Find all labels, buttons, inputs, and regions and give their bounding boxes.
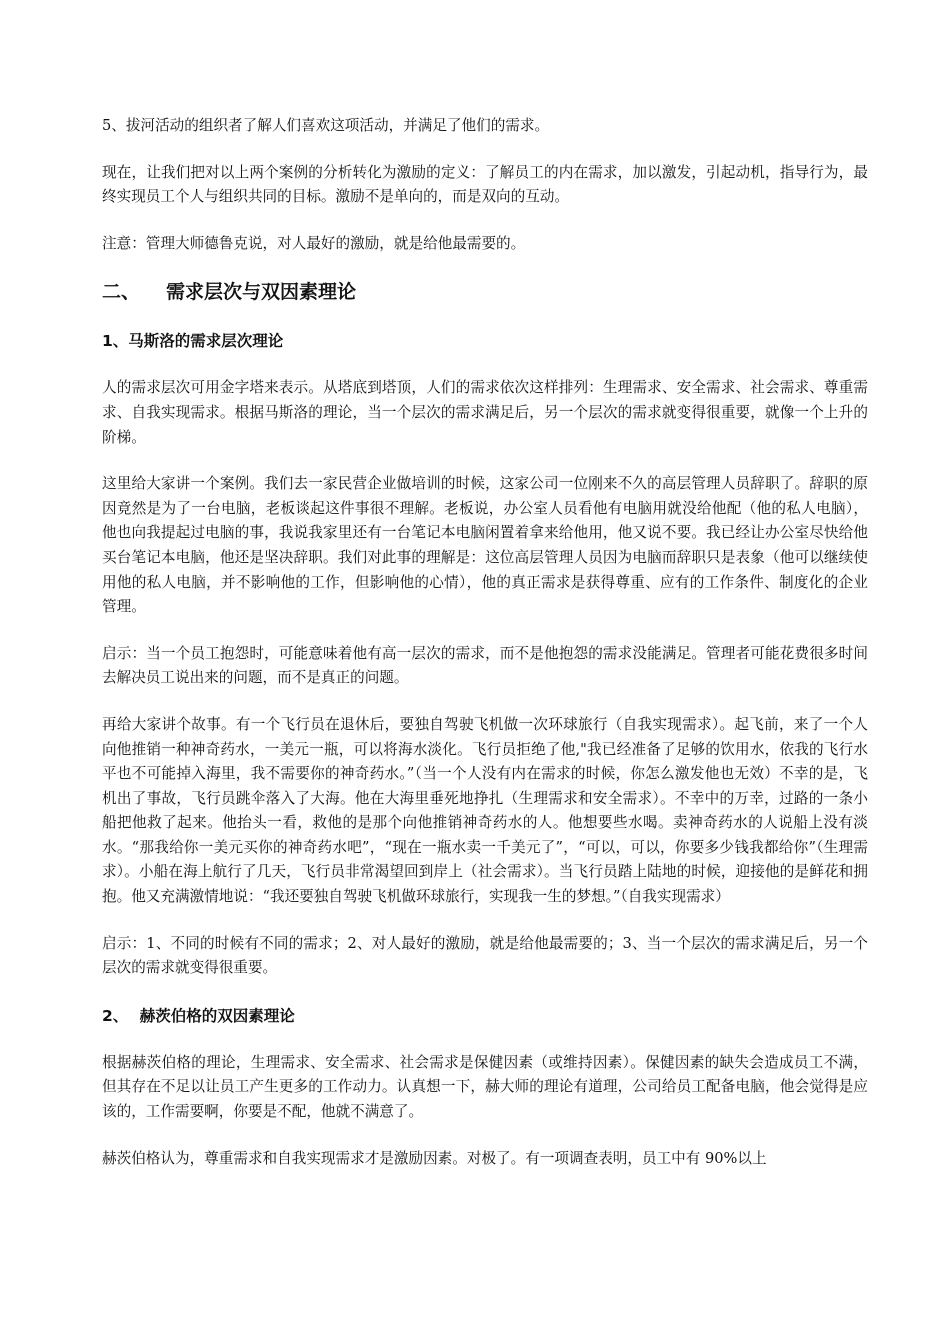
paragraph-pilot-story: 再给大家讲个故事。有一个飞行员在退休后，要独自驾驶飞机做一次环球旅行（自我实现需求）。起飞前，来了一个人向他推销一种神奇药水，一美元一瓶，可以将海水淡化。飞行员拒绝了他,"我已经准备了足够的饮用水，依我的飞行水平也不可能掉入海里，我不需要你的神奇药水。”（当一个人没有内在需求的时候，你怎么激发他也无效）不幸的是，飞机出了事故，飞行员跳伞落入了大海。他在大海里垂死地挣扎（生理需求和安全需求）。不幸中的万幸，过路的一条小船把他救了起来。他抬头一看，救他的是那个向他推销神奇药水的人。他想要些水喝。卖神奇药水的人说船上没有淡水。“那我给你一美元买你的神奇药水吧”，“现在一瓶水卖一千美元了”，“可以，可以，你要多少钱我都给你”（生理需求）。小船在海上航行了几天，飞行员非常渴望回到岸上（社会需求）。当飞行员踏上陆地的时候，迎接他的是鲜花和拥抱。他又充满激情地说：“我还要独自驾驶飞机做环球旅行，实现我一生的梦想。”（自我实现需求） — [102, 715, 868, 906]
paragraph-motivation-definition: 现在，让我们把对以上两个案例的分析转化为激励的定义：了解员工的内在需求，加以激发，引起动机，指导行为，最终实现员工个人与组织共同的目标。激励不是单向的，而是双向的互动。 — [102, 163, 868, 206]
section-title: 需求层次与双因素理论 — [166, 281, 357, 304]
paragraph-insight-2: 启示：1、不同的时候有不同的需求；2、对人最好的激励，就是给他最需要的；3、当一个层次的需求满足后，另一个层次的需求就变得很重要。 — [102, 934, 868, 977]
subheading-number: 2、 — [102, 1006, 129, 1025]
document-page — [102, 114, 868, 1171]
paragraph-pyramid: 人的需求层次可用金字塔来表示。从塔底到塔顶，人们的需求依次这样排列：生理需求、安全需求、社会需求、尊重需求、自我实现需求。根据马斯洛的理论，当一个层次的需求满足后，另一个层次的需求就变得很重要，就像一个上升的阶梯。 — [102, 379, 868, 446]
paragraph-computer-case: 这里给大家讲一个案例。我们去一家民营企业做培训的时候，这家公司一位刚来不久的高层管理人员辞职了。辞职的原因竟然是为了一台电脑，老板谈起这件事很不理解。老板说，办公室人员看他有电脑用就没给他配（他的私人电脑），他也向我提起过电脑的事，我说我家里还有一台笔记本电脑闲置着拿来给他用，他又说不要。我已经让办公室尽快给他买台笔记本电脑，他还是坚决辞职。我们对此事的理解是：这位高层管理人员因为电脑而辞职只是表象（他可以继续使用他的私人电脑，并不影响他的工作，但影响他的心情），他的真正需求是获得尊重、应有的工作条件、制度化的企业管理。 — [102, 475, 868, 616]
paragraph-motivators: 赫茨伯格认为，尊重需求和自我实现需求才是激励因素。对极了。有一项调查表明，员工中有 90%以上 — [102, 1149, 767, 1167]
paragraph-insight-1: 启示：当一个员工抱怨时，可能意味着他有高一层次的需求，而不是他抱怨的需求没能满足。管理者可能花费很多时间去解决员工说出来的问题，而不是真正的问题。 — [102, 644, 868, 687]
paragraph-hygiene-factors: 根据赫茨伯格的理论，生理需求、安全需求、社会需求是保健因素（或维持因素）。保健因素的缺失会造成员工不满，但其存在不足以让员工产生更多的工作动力。认真想一下，赫大师的理论有道理，公司给员工配备电脑，他会觉得是应该的，工作需要啊，你要是不配，他就不满意了。 — [102, 1053, 868, 1121]
subheading-herzberg — [102, 1003, 868, 1029]
paragraph-tug-of-war: 5、拔河活动的组织者了解人们喜欢这项活动，并满足了他们的需求。 — [102, 117, 550, 134]
subheading-maslow: 1、马斯洛的需求层次理论 — [102, 332, 284, 351]
section-heading-2 — [102, 278, 868, 306]
subheading-title: 赫茨伯格的双因素理论 — [139, 1006, 295, 1025]
section-number: 二、 — [102, 281, 141, 304]
paragraph-drucker-note: 注意：管理大师德鲁克说，对人最好的激励，就是给他最需要的。 — [102, 234, 526, 252]
